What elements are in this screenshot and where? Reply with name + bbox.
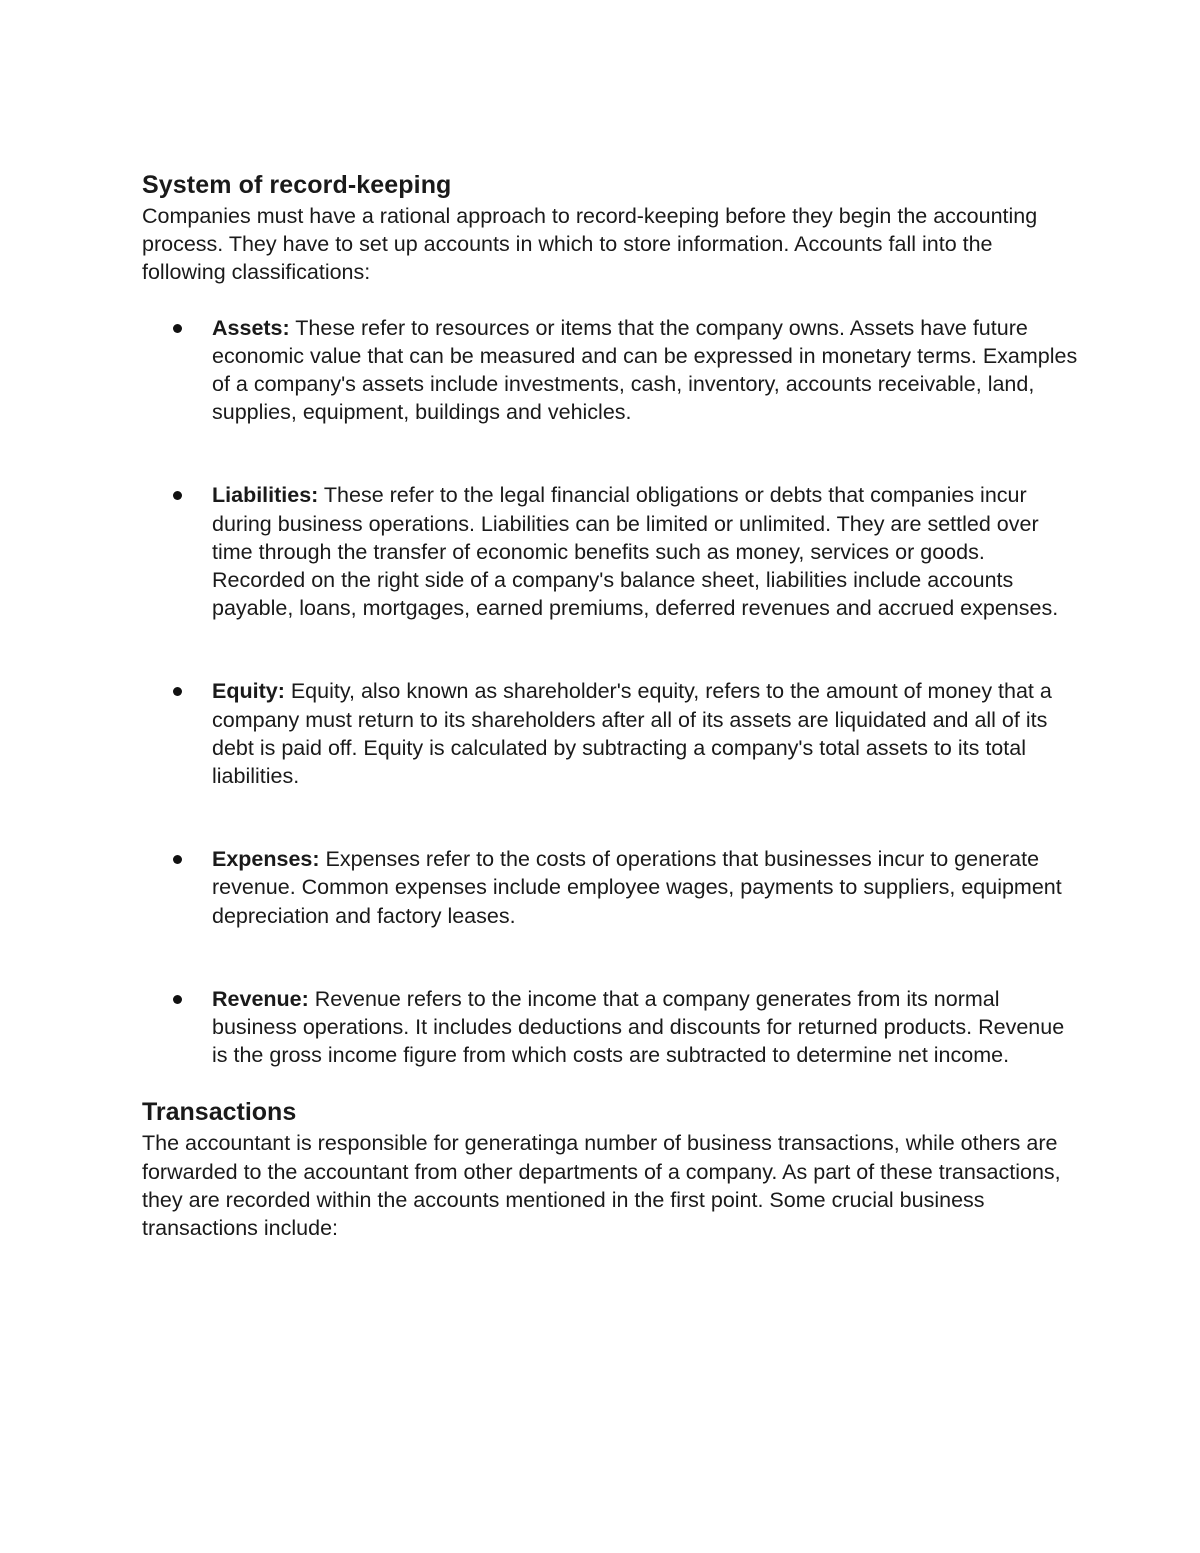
transactions-paragraph: The accountant is responsible for generatinga number of business transactions, while others are forwarded to the accountant from other departments of a company. As part of these transactions, they are recorded within the accounts mentioned in the first point. Some crucial business transactions include: — [142, 1131, 1061, 1241]
definition-equity: Equity, also known as shareholder's equity, refers to the amount of money that a company must return to its shareholders after all of its assets are liquidated and all of its debt is paid off. Equity is calculated by subtracting a company's total assets to its total liabilities. — [212, 679, 1052, 789]
list-item-equity — [142, 677, 1082, 790]
term-assets: Assets: — [212, 315, 290, 340]
definition-revenue: Revenue refers to the income that a company generates from its normal business operations. It includes deductions and discounts for returned products. Revenue is the gross income figure from which costs are subtracted to determine net income. — [212, 986, 1065, 1068]
bullet-icon — [173, 491, 182, 500]
section-heading-record-keeping: System of record-keeping — [142, 171, 452, 199]
term-revenue: Revenue: — [212, 986, 309, 1011]
intro-paragraph: Companies must have a rational approach to record-keeping before they begin the accounting process. They have to set up accounts in which to store information. Accounts fall into the following classifications: — [142, 204, 1038, 285]
list-item-liabilities — [142, 481, 1082, 622]
classification-list — [142, 314, 1082, 1070]
bullet-icon — [173, 995, 182, 1004]
definition-expenses: Expenses refer to the costs of operations that businesses incur to generate revenue. Common expenses include employee wages, payments to suppliers, equipment depreciation and factory leases. — [212, 847, 1062, 928]
definition-liabilities: These refer to the legal financial obligations or debts that companies incur during business operations. Liabilities can be limited or unlimited. They are settled over time through the transfer of economic benefits such as money, services or goods. Recorded on the right side of a company's balance sheet, liabilities include accounts payable, loans, mortgages, earned premiums, deferred revenues and accrued expenses. — [212, 483, 1059, 621]
bullet-icon — [173, 855, 182, 864]
definition-assets: These refer to resources or items that the company owns. Assets have future economic value that can be measured and can be expressed in monetary terms. Examples of a company's assets include investments, cash, inventory, accounts receivable, land, supplies, equipment, buildings and vehicles. — [212, 315, 1078, 425]
list-item-revenue — [142, 985, 1082, 1070]
document-page — [142, 168, 1082, 1242]
bullet-icon — [173, 324, 182, 333]
list-item-expenses — [142, 845, 1082, 930]
term-expenses: Expenses: — [212, 847, 320, 872]
section-heading-transactions: Transactions — [142, 1098, 297, 1127]
term-liabilities: Liabilities: — [212, 483, 319, 508]
term-equity: Equity: — [212, 679, 285, 704]
list-item-assets — [142, 314, 1082, 427]
bullet-icon — [173, 687, 182, 696]
